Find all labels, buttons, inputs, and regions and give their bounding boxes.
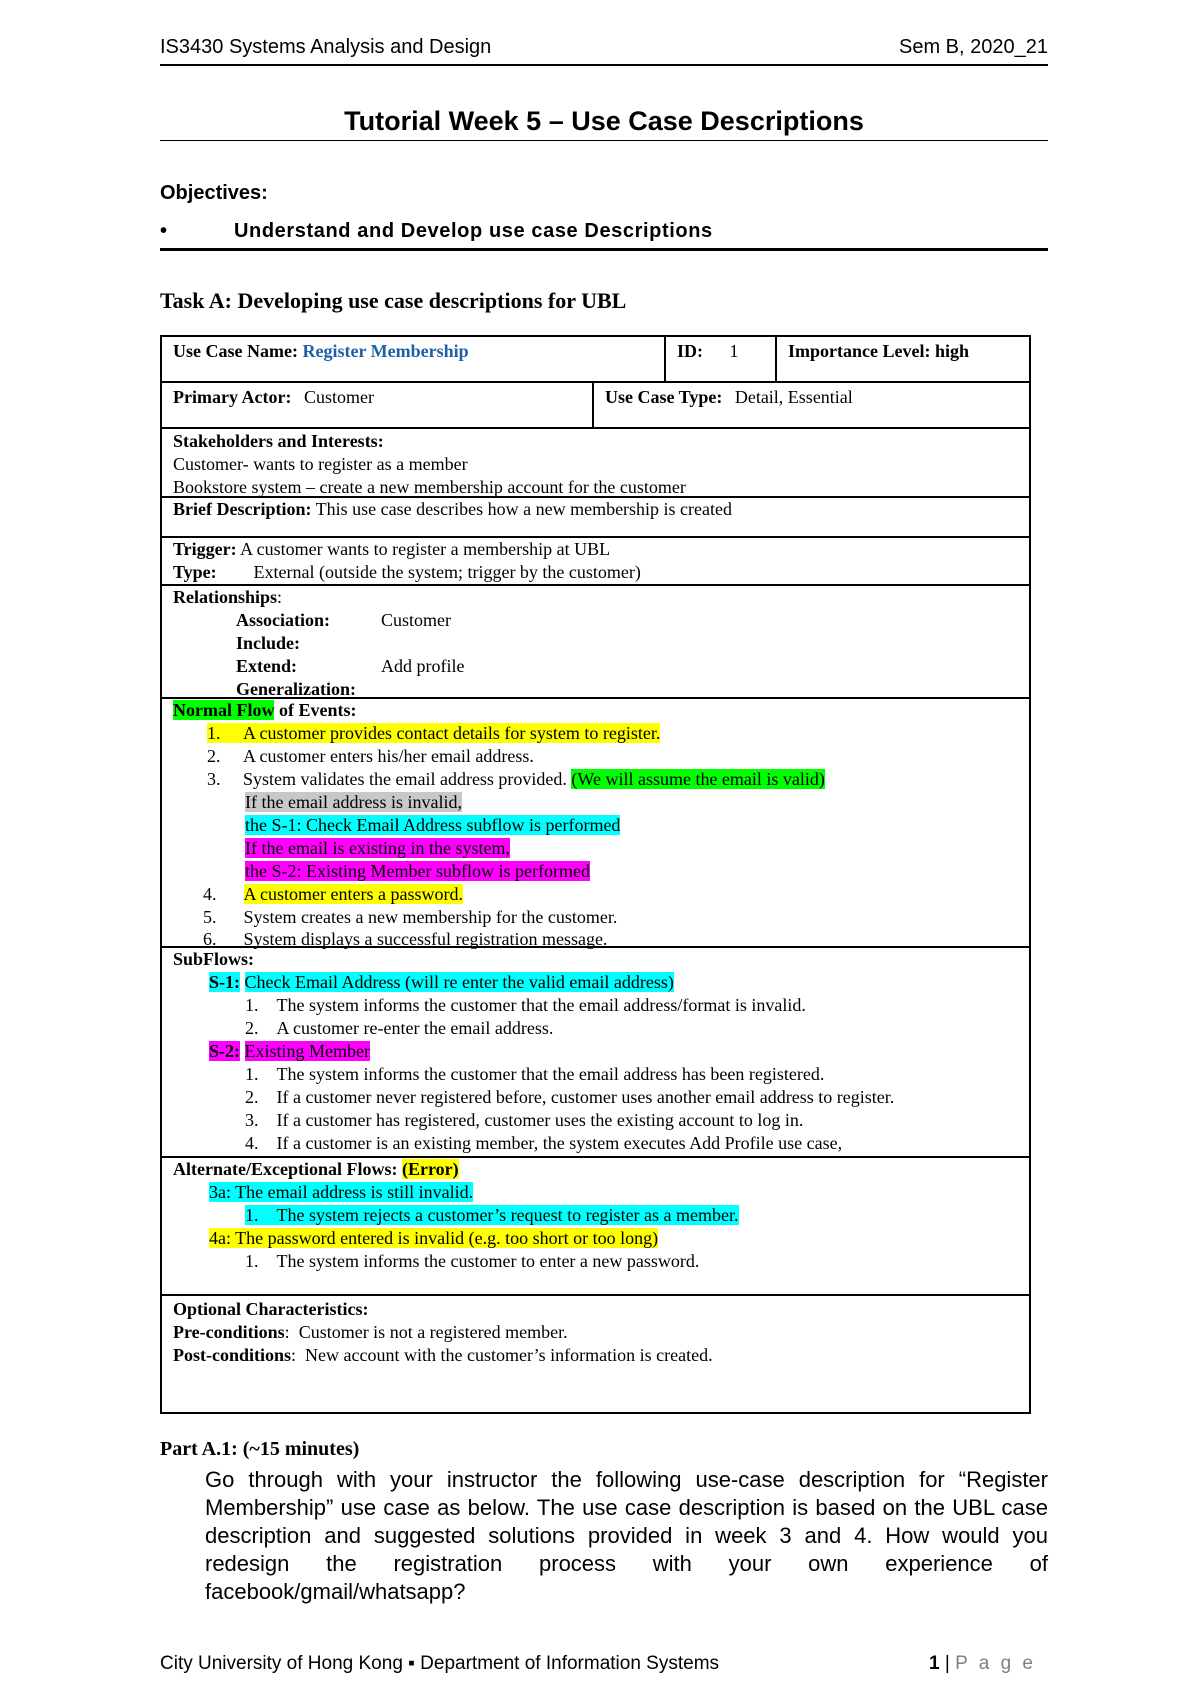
alternate-step-text: The system rejects a customer’s request to register as a member.	[276, 1205, 739, 1225]
preconditions-label: Pre-conditions	[173, 1322, 285, 1342]
objectives-divider	[160, 248, 1048, 251]
stakeholders-cell	[160, 427, 1031, 498]
primary-actor-label: Primary Actor:	[173, 387, 292, 407]
objectives-heading: Objectives:	[160, 182, 268, 204]
subflow-step-text: The system informs the customer that the email address/format is invalid.	[276, 995, 806, 1015]
alternate-step-text: The system informs the customer to enter a new password.	[276, 1251, 700, 1271]
task-a-heading: Task A: Developing use case descriptions for UBL	[160, 288, 627, 313]
use-case-name: Register Membership	[302, 341, 469, 361]
trigger-label: Trigger:	[173, 539, 237, 559]
relationship-row	[236, 632, 1084, 655]
flow-step-text: A customer enters his/her email address.	[243, 746, 534, 766]
alternate-flows-label: Alternate/Exceptional Flows:	[173, 1159, 398, 1179]
stakeholder-item: Bookstore system – create a new membership account for the customer	[173, 477, 686, 497]
relationship-row	[236, 655, 1084, 678]
subflow-step: 2. If a customer never registered before, customer uses another email address to register.	[245, 1087, 895, 1107]
normal-flow-label-rest: of Events:	[278, 700, 357, 720]
alternate-flows-cell	[160, 1156, 1031, 1296]
primary-actor-cell	[160, 381, 594, 429]
semester: Sem B, 2020_21	[899, 36, 1048, 58]
id-label: ID:	[677, 341, 703, 361]
bullet-icon: •	[160, 220, 168, 242]
id-value: 1	[729, 341, 739, 361]
normal-flow-cell	[160, 697, 1031, 948]
page-number: 1 | P a g e	[929, 1653, 1036, 1674]
subflow-heading	[209, 971, 674, 994]
trigger-type-label: Type:	[173, 562, 217, 582]
optional-characteristics-cell: Optional Characteristics: Pre-conditions: Customer is not a registered member. Post-conditions: New account with the customer’s information is created.	[160, 1294, 1031, 1414]
page-number-value: 1	[929, 1653, 940, 1674]
trigger-cell	[160, 536, 1031, 586]
use-case-type-label: Use Case Type:	[605, 387, 723, 407]
relationships-cell: Relationships: Association: Customer Include: Extend: Add profile Generalization:	[160, 584, 1031, 699]
flow-step-text: System creates a new membership for the customer.	[243, 907, 618, 927]
subflow-id: S-2:	[209, 1041, 240, 1061]
error-tag: (Error)	[401, 1159, 459, 1179]
subflow-title: Check Email Address (will re enter the valid email address)	[244, 972, 674, 992]
subflow-step: 3. If a customer has registered, customer uses the existing account to log in.	[245, 1110, 804, 1130]
trigger-type: External (outside the system; trigger by the customer)	[253, 562, 641, 582]
optional-characteristics-label: Optional Characteristics:	[173, 1299, 369, 1319]
id-cell	[664, 335, 777, 383]
stakeholder-item: Customer- wants to register as a member	[173, 454, 468, 474]
relationship-label: Generalization:	[236, 679, 356, 699]
flow-condition: the S-1: Check Email Address subflow is performed	[245, 815, 621, 835]
subflow-step: 2. A customer re-enter the email address.	[245, 1018, 554, 1038]
subflow-step-text: The system informs the customer that the email address has been registered.	[276, 1064, 825, 1084]
subflow-step: 4. If a customer is an existing member, the system executes Add Profile use case,	[245, 1133, 843, 1153]
instruction-paragraph: Go through with your instructor the following use-case description for “Register Membership” use case as below. The use case description is based on the UBL case description and suggested solutions provided in week 3 and 4. How would you redesign the registration process with your own experience of facebook/gmail/whatsapp?	[205, 1467, 1048, 1604]
flow-condition: the S-2: Existing Member subflow is performed	[245, 861, 590, 881]
subflow-id: S-1:	[209, 972, 240, 992]
subflows-label: SubFlows:	[173, 949, 255, 969]
page-label: P a g e	[955, 1653, 1036, 1674]
flow-condition: If the email is existing in the system,	[245, 838, 510, 858]
relationships-label: Relationships	[173, 587, 278, 607]
flow-step-text: System validates the email address provided.	[243, 769, 567, 789]
flow-step: 3. System validates the email address provided. (We will assume the email is valid)	[207, 769, 825, 789]
page-header	[160, 36, 1048, 66]
brief-description-cell	[160, 496, 1031, 538]
relationship-row	[236, 609, 1084, 632]
relationship-value: Add profile	[381, 656, 465, 676]
relationship-label: Extend:	[236, 656, 298, 676]
relationship-label: Association:	[236, 610, 330, 630]
brief-description: This use case describes how a new membership is created	[315, 499, 733, 519]
flow-step-text: System displays a successful registration message.	[243, 929, 608, 949]
footer-organization: City University of Hong Kong ▪ Department of Information Systems	[160, 1653, 720, 1674]
flow-step: 1. A customer provides contact details for system to register.	[207, 723, 661, 743]
subflow-step-text: If a customer is an existing member, the system executes Add Profile use case,	[276, 1133, 843, 1153]
brief-description-label: Brief Description:	[173, 499, 312, 519]
flow-step: 2. A customer enters his/her email address.	[207, 746, 534, 766]
subflow-step-text: If a customer never registered before, customer uses another email address to register.	[276, 1087, 895, 1107]
subflow-title: Existing Member	[244, 1041, 370, 1061]
flow-step-note: (We will assume the email is valid)	[571, 769, 825, 789]
subflow-step-text: If a customer has registered, customer uses the existing account to log in.	[276, 1110, 804, 1130]
title-divider	[160, 140, 1048, 141]
relationship-label: Include:	[236, 633, 301, 653]
stakeholders-label: Stakeholders and Interests:	[173, 431, 384, 451]
normal-flow-label: Normal Flow	[173, 700, 275, 720]
subflow-step: 1. The system informs the customer that the email address/format is invalid.	[245, 995, 806, 1015]
alternate-flow: 4a: The password entered is invalid (e.g. too short or too long)	[209, 1228, 659, 1248]
use-case-name-label: Use Case Name:	[173, 341, 298, 361]
flow-step: 4. A customer enters a password.	[203, 884, 463, 904]
subflow-heading	[209, 1040, 370, 1063]
page-title: Tutorial Week 5 – Use Case Descriptions	[344, 106, 864, 136]
use-case-type-cell	[592, 381, 1031, 429]
alternate-step: 1. The system informs the customer to enter a new password.	[245, 1251, 700, 1271]
importance-cell	[775, 335, 1031, 383]
objective-text: Understand and Develop use case Descriptions	[234, 220, 713, 242]
relationship-value: Customer	[381, 610, 451, 630]
flow-step-text: A customer enters a password.	[243, 884, 463, 904]
use-case-type: Detail, Essential	[734, 387, 853, 407]
use-case-name-cell	[160, 335, 666, 383]
primary-actor: Customer	[303, 387, 374, 407]
subflows-cell	[160, 946, 1031, 1158]
flow-step-text: A customer provides contact details for system to register.	[243, 723, 661, 743]
flow-step: 5. System creates a new membership for the customer.	[203, 907, 618, 927]
course-name: IS3430 Systems Analysis and Design	[160, 36, 492, 58]
part-a1-heading: Part A.1: (~15 minutes)	[160, 1438, 360, 1460]
alternate-step: 1. The system rejects a customer’s request to register as a member.	[245, 1205, 739, 1225]
subflow-step: 1. The system informs the customer that the email address has been registered.	[245, 1064, 825, 1084]
importance-label: Importance Level:	[788, 341, 931, 361]
subflow-step-text: A customer re-enter the email address.	[276, 1018, 554, 1038]
preconditions: Customer is not a registered member.	[298, 1322, 568, 1342]
alternate-flow: 3a: The email address is still invalid.	[209, 1182, 474, 1202]
flow-step: 6. System displays a successful registration message.	[203, 929, 608, 949]
postconditions: New account with the customer’s information is created.	[305, 1345, 713, 1365]
trigger: A customer wants to register a membership at UBL	[240, 539, 611, 559]
flow-condition: If the email address is invalid,	[245, 792, 462, 812]
importance-value: high	[934, 341, 969, 361]
postconditions-label: Post-conditions	[173, 1345, 292, 1365]
